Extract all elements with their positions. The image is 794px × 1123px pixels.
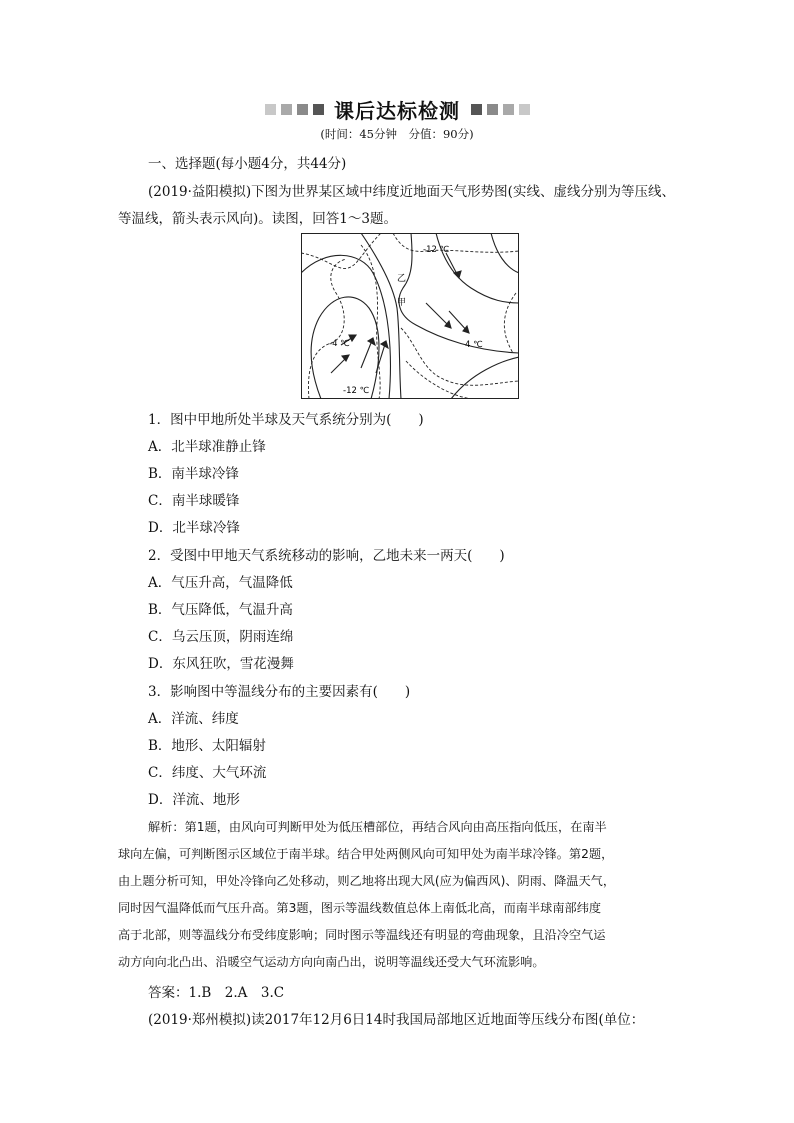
title-decor-square	[313, 104, 324, 115]
question-2-stem: 2．受图中甲地天气系统移动的影响，乙地未来一两天( )	[148, 548, 505, 564]
next-question-intro: (2019·郑州模拟)读2017年12月6日14时我国局部地区近地面等压线分布图(单位：	[148, 1012, 645, 1028]
title-decor-square	[519, 104, 530, 115]
title-decor-square	[487, 104, 498, 115]
explanation-line: 由上题分析可知，甲处冷锋向乙处移动，则乙地将出现大风(应为偏西风)、阴雨、降温天气，	[118, 874, 616, 888]
answer-line: 答案：1.B 2.A 3.C	[148, 985, 285, 1001]
explanation-line: 解析：第1题，由风向可判断甲处为低压槽部位，再结合风向由高压指向低压，在南半	[148, 820, 607, 834]
question-1-stem: 1．图中甲地所处半球及天气系统分别为( )	[148, 412, 424, 428]
page-subtitle: (时间：45分钟 分值：90分)	[320, 127, 474, 141]
question-3-option-c[interactable]: C．纬度、大气环流	[148, 765, 267, 781]
question-2-option-b[interactable]: B．气压降低，气温升高	[148, 602, 293, 618]
title-decor-square	[265, 104, 276, 115]
question-2-option-c[interactable]: C．乌云压顶，阴雨连绵	[148, 629, 294, 645]
question-3-option-b[interactable]: B．地形、太阳辐射	[148, 738, 266, 754]
explanation-line: 动方向向北凸出、沿暖空气运动方向向南凸出，说明等温线还受大气环流影响。	[118, 955, 545, 969]
question-3-option-d[interactable]: D．洋流、地形	[148, 792, 240, 808]
temp-label-right: 4 ℃	[465, 340, 483, 350]
question-1-option-b[interactable]: B．南半球冷锋	[148, 466, 239, 482]
title-decor-square	[471, 104, 482, 115]
title-decor-square	[503, 104, 514, 115]
weather-map-figure	[301, 233, 519, 399]
question-1-option-c[interactable]: C．南半球暖锋	[148, 493, 240, 509]
title-decor-square	[297, 104, 308, 115]
location-jia-label: 甲	[397, 298, 407, 308]
temp-label-bottom: -12 ℃	[343, 386, 370, 396]
explanation-line: 同时因气温降低而气压升高。第3题，图示等温线数值总体上南低北高，而南半球南部纬度	[118, 901, 602, 915]
section-heading: 一、选择题(每小题4分，共44分)	[148, 156, 347, 172]
question-3-stem: 3．影响图中等温线分布的主要因素有( )	[148, 684, 411, 700]
intro-line-1: (2019·益阳模拟)下图为世界某区域中纬度近地面天气形势图(实线、虚线分别为等压线、	[148, 184, 675, 200]
question-2-option-a[interactable]: A．气压升高，气温降低	[148, 575, 293, 591]
question-3-option-a[interactable]: A．洋流、纬度	[148, 711, 239, 727]
question-2-option-d[interactable]: D．东风狂吹，雪花漫舞	[148, 656, 294, 672]
title-row	[0, 94, 794, 124]
page-title: 课后达标检测	[334, 98, 460, 123]
title-decor-square	[281, 104, 292, 115]
explanation-line: 高于北部，则等温线分布受纬度影响；同时图示等温线还有明显的弯曲现象，且沿冷空气运	[118, 928, 606, 942]
temp-label-top: -12 ℃	[423, 245, 450, 255]
question-1-option-a[interactable]: A．北半球准静止锋	[148, 439, 266, 455]
location-yi-label: 乙	[397, 274, 407, 284]
intro-line-2: 等温线，箭头表示风向)。读图，回答1～3题。	[118, 211, 397, 227]
explanation-line: 球向左偏，可判断图示区域位于南半球。结合甲处两侧风向可知甲处为南半球冷锋。第2题，	[118, 847, 614, 861]
temp-label-left: -4 ℃	[329, 339, 350, 349]
question-1-option-d[interactable]: D．北半球冷锋	[148, 520, 240, 536]
